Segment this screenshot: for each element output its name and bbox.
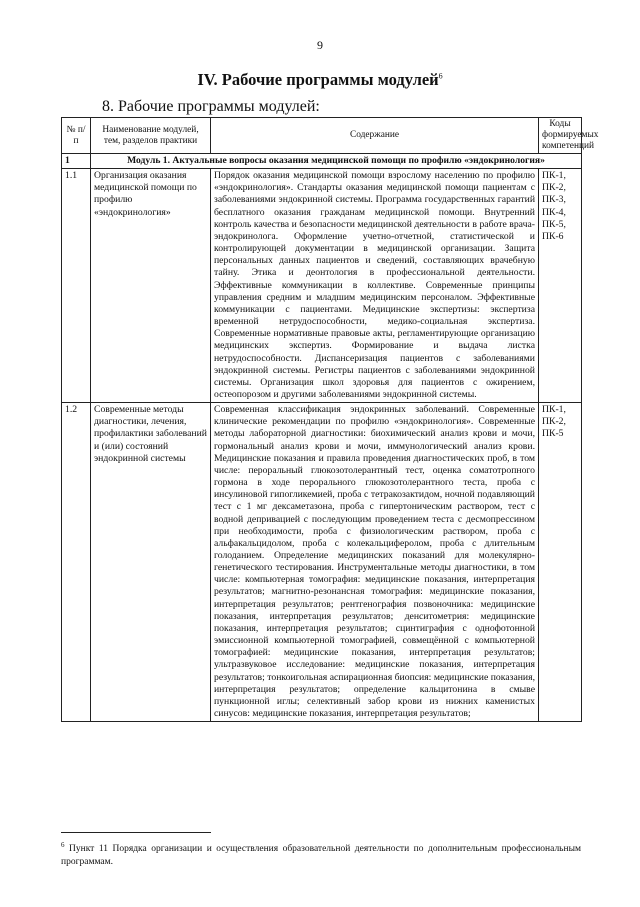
row-codes: ПК-1, ПК-2, ПК-5: [539, 403, 582, 722]
footnote-reference: 6: [438, 71, 443, 81]
module-title: Модуль 1. Актуальные вопросы оказания медицинской помощи по профилю «эндокринология»: [91, 154, 582, 169]
row-content: Порядок оказания медицинской помощи взрослому населению по профилю «эндокринология». Стандарты оказания медицинской помощи пациентам с заболеваниями эндокринной системы. Программа государственных гарантий бесплатного оказания гражданам медицинской помощи. Внутренний контроль качества и безопасности медицинской деятельности в работе врача-эндокринолога. Оформление учетно-отчетной, статистической и контролирующей документации в медицинской организации. Защита персональных данных пациентов и сведений, составляющих врачебную тайну. Этика и деонтология в профессиональной деятельности. Эффективные коммуникации в коллективе. Современные принципы управления средним и младшим медицинским персоналом. Эффективные коммуникации с пациентами. Медицинские экспертизы: экспертиза временной нетрудоспособности, медико-социальная экспертиза. Современные нормативные правовые акты, регламентирующие организацию медицинских экспертиз. Формирование и выдача листка нетрудоспособности. Диспансеризация пациентов с заболеваниями эндокринной системы. Регистры пациентов с заболеваниями эндокринной системы. Организация школ здоровья для пациентов с ожирением, остеопорозом и другими заболеваниями эндокринной системы.: [211, 169, 539, 403]
footnote-divider: [61, 832, 211, 833]
section-title: [0, 70, 640, 90]
row-name: Организация оказания медицинской помощи по профилю «эндокринология»: [91, 169, 211, 403]
header-codes: Коды формируемых компетенций: [539, 118, 582, 154]
footnote: [61, 839, 581, 868]
header-row: [62, 118, 582, 154]
module-num: 1: [62, 154, 91, 169]
row-num: 1.1: [62, 169, 91, 403]
row-content: Современная классификация эндокринных заболеваний. Современные клинические рекомендации по профилю «эндокринология». Современные методы лабораторной диагностики: биохимический анализ крови и мочи, гормональный анализ крови и мочи, иммунологический анализ крови. Медицинские показания и правила проведения диагностических проб, в том числе: пероральный глюкозотолерантный тест, оценка соматотропного гормона в ходе перорального глюкозотолерантного теста, проба с инсулиновой гипогликемией, проба с тетракозактидом, ночной подавляющий тест с 1 мг дексаметазона, проба с гипертоническим раствором, тест с водной депривацией с последующим проведением теста с десмопрессином при необходимости, проба с физиологическим раствором, проба с альфакальцидолом, проба с колекальциферолом, проба с длительным голоданием. Определение медицинских показаний для молекулярно-генетического тестирования. Инструментальные методы диагностики, в том числе: компьютерная томография: медицинские показания, интерпретация результатов; магнитно-резонансная томография: медицинские показания, интерпретация результатов; рентгенография позвоночника: медицинские показания, интерпретация результатов; денситометрия: медицинские показания, интерпретация результатов; сцинтиграфия с однофотонной эмиссионной компьютерной томографией, совмещённой с компьютерной томографией: медицинские показания, интерпретация результатов; ультразвуковое исследование: медицинские показания, интерпретация результатов; тонкоигольная аспирационная биопсия: медицинские показания, интерпретация результатов; определение кальцитонина в смыве пункционной иглы; селективный забор крови из нижних каменистых синусов: медицинские показания, интерпретация результатов;: [211, 403, 539, 722]
row-name: Современные методы диагностики, лечения, профилактики заболеваний и (или) состояний эндокринной системы: [91, 403, 211, 722]
row-num: 1.2: [62, 403, 91, 722]
subtitle: 8. Рабочие программы модулей:: [102, 98, 320, 115]
footnote-text: Пункт 11 Порядка организации и осуществления образовательной деятельности по дополнительным профессиональным программам.: [61, 844, 581, 867]
modules-table: [61, 117, 599, 722]
table-row: [62, 403, 582, 722]
header-num: № п/п: [62, 118, 91, 154]
row-codes: ПК-1, ПК-2, ПК-3, ПК-4, ПК-5, ПК-6: [539, 169, 582, 403]
page-number: 9: [317, 38, 323, 52]
module-row: [62, 154, 582, 169]
header-name: Наименование модулей, тем, разделов практики: [91, 118, 211, 154]
table-row: [62, 169, 582, 403]
footnote-mark: 6: [61, 841, 65, 849]
section-title-text: IV. Рабочие программы модулей: [197, 70, 439, 89]
header-content: Содержание: [211, 118, 539, 154]
